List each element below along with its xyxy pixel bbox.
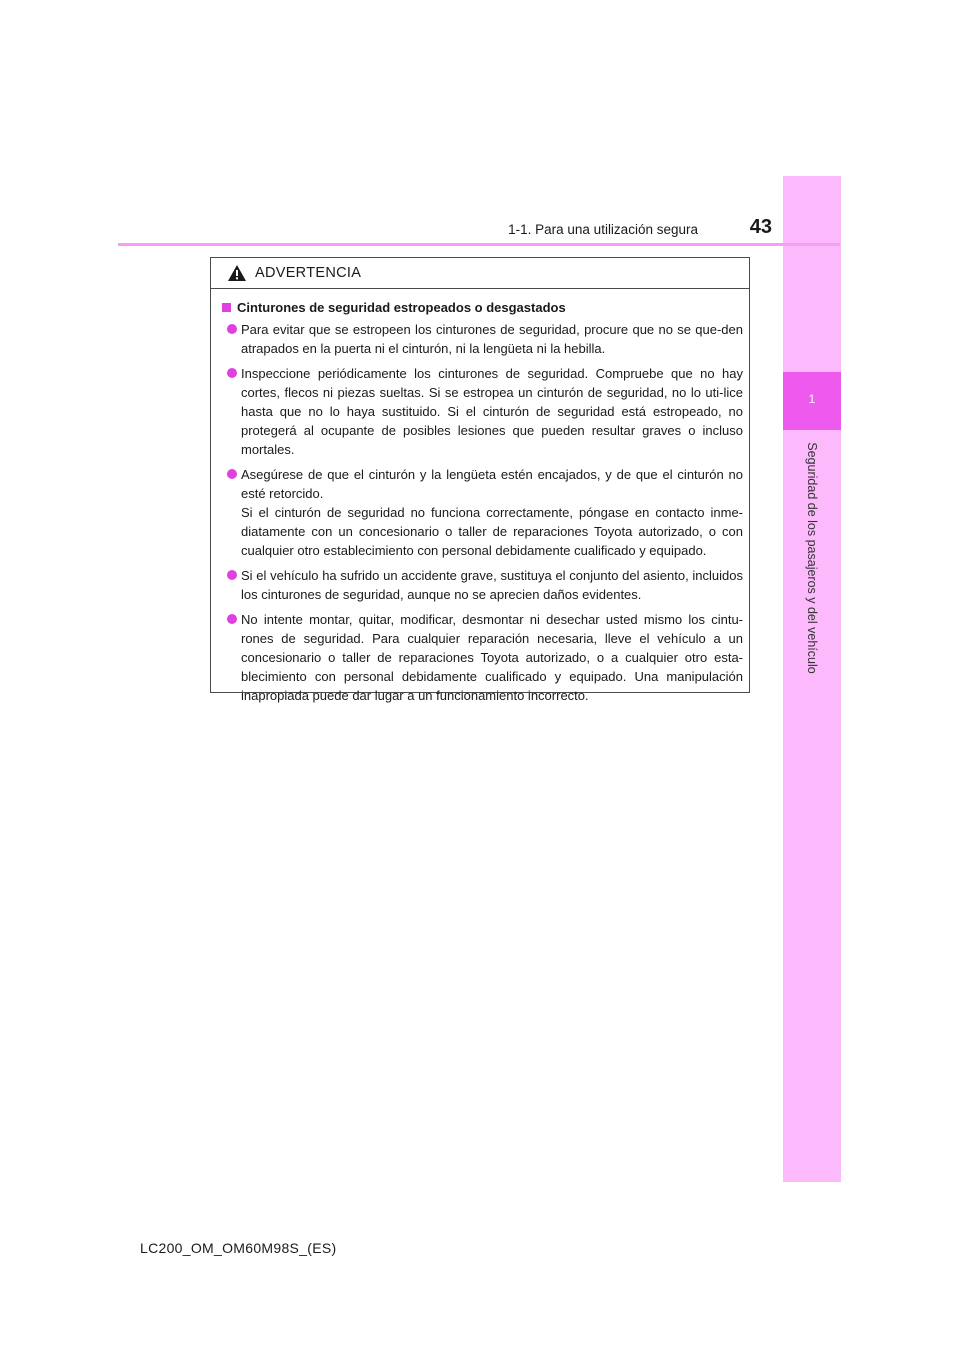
warning-header [211, 258, 749, 289]
warning-title: ADVERTENCIA [255, 265, 362, 281]
chapter-side-tab [783, 176, 841, 1182]
circle-bullet-icon [227, 324, 237, 334]
warning-triangle-icon [227, 264, 247, 282]
list-item-text: Inspeccione periódicamente los cinturones de seguridad. Compruebe que no hay cortes, flecos ni piezas sueltas. Si se estropea un cinturón de seguridad, no lo uti-lice hasta que no lo haya sustituido. Si el cinturón de seguridad está estropeado, no protegerá al ocupante de posibles lesiones que pueden resultar graves o incluso mortales. [241, 366, 743, 457]
list-item [222, 610, 743, 705]
list-item-text: Asegúrese de que el cinturón y la lengüeta estén encajados, y de que el cinturón no esté retorcido. Si el cinturón de seguridad no funciona correctamente, póngase en contacto inme-diatamente con un concesionario o taller de reparaciones Toyota autorizado, o con cualquier otro establecimiento con personal debidamente cualificado y equipado. [241, 467, 743, 558]
subheading-text: Cinturones de seguridad estropeados o desgastados [237, 300, 566, 315]
list-item [222, 566, 743, 604]
circle-bullet-icon [227, 469, 237, 479]
chapter-title-vertical: Seguridad de los pasajeros y del vehículo [805, 442, 819, 674]
circle-bullet-icon [227, 368, 237, 378]
page-number: 43 [749, 216, 772, 238]
list-item-text: Si el vehículo ha sufrido un accidente grave, sustituya el conjunto del asiento, incluidos los cinturones de seguridad, aunque no se aprecien daños evidentes. [241, 568, 743, 602]
list-item [222, 465, 743, 560]
list-item-text: Para evitar que se estropeen los cinturones de seguridad, procure que no se que-den atrapados en la puerta ni el cinturón, ni la lengüeta ni la hebilla. [241, 322, 743, 356]
square-bullet-icon [222, 303, 231, 312]
chapter-number: 1 [808, 392, 816, 406]
warning-box [210, 257, 750, 703]
warning-body [211, 289, 749, 705]
section-title: 1-1. Para una utilización segura [508, 222, 698, 237]
warning-subheading [222, 300, 743, 315]
list-item [222, 364, 743, 459]
list-item [222, 320, 743, 358]
circle-bullet-icon [227, 570, 237, 580]
header-divider [118, 243, 840, 246]
list-item-text: No intente montar, quitar, modificar, desmontar ni desechar usted mismo los cintu-rones de seguridad. Para cualquier reparación necesaria, lleve el vehículo a un concesionario o taller de reparaciones Toyota autorizado, o a cualquier otro esta-blecimiento con personal debidamente cualificado y equipado. Una manipulación inapropiada puede dar lugar a un funcionamiento incorrecto. [241, 612, 743, 703]
circle-bullet-icon [227, 614, 237, 624]
document-code: LC200_OM_OM60M98S_(ES) [140, 1240, 337, 1256]
